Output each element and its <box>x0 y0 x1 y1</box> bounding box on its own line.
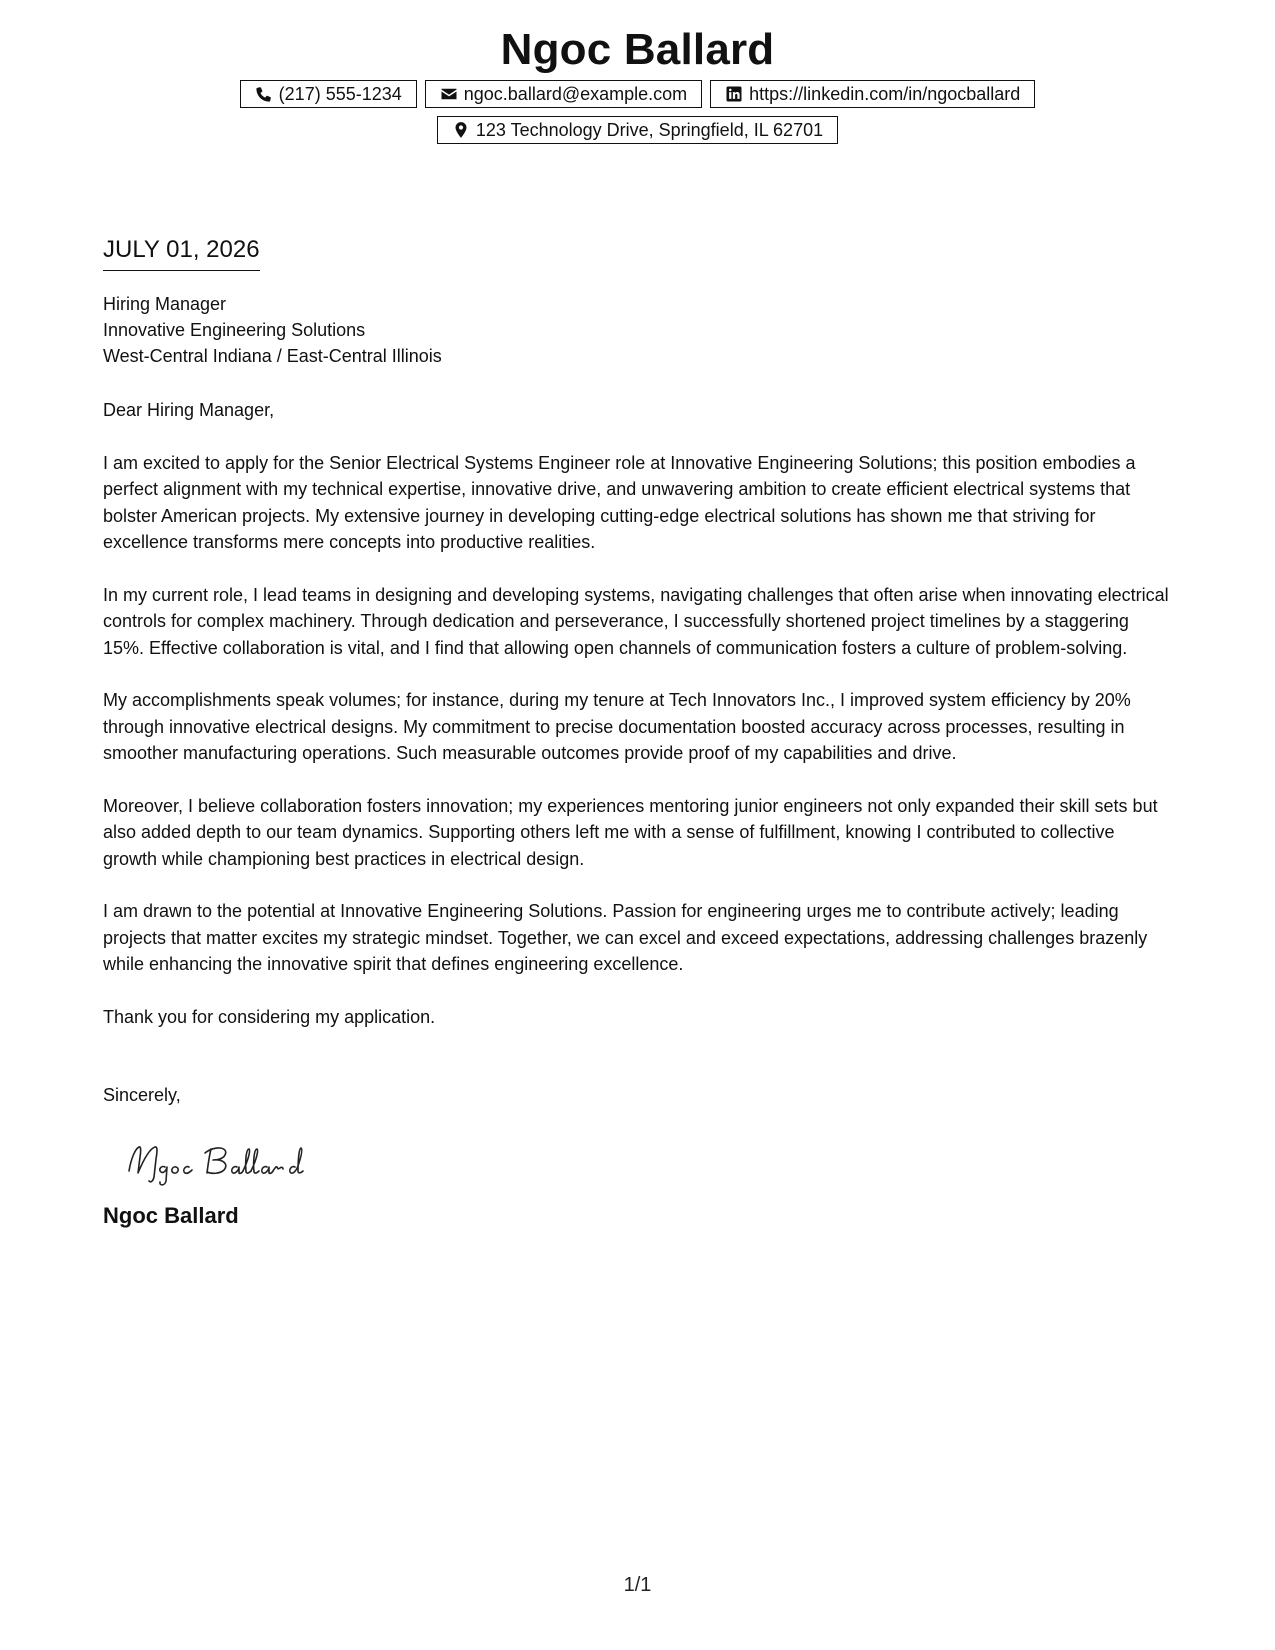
linkedin-contact[interactable] <box>710 80 1035 108</box>
body-paragraph: Thank you for considering my application. <box>103 1006 436 1027</box>
street-address: 123 Technology Drive, Springfield, IL 62701 <box>475 120 824 140</box>
linkedin-icon <box>725 85 743 103</box>
address-contact <box>437 116 838 144</box>
recipient-title: Hiring Manager <box>103 294 227 314</box>
email-contact[interactable] <box>425 80 702 108</box>
applicant-name: Ngoc Ballard <box>500 25 775 74</box>
recipient-block <box>103 291 1173 369</box>
email-address: ngoc.ballard@example.com <box>463 84 688 104</box>
recipient-location: West-Central Indiana / East-Central Illinois <box>103 346 442 366</box>
phone-icon <box>255 85 273 103</box>
body-paragraph: I am excited to apply for the Senior Electrical Systems Engineer role at Innovative Engineering Solutions; this position embodies a perfect alignment with my technical expertise, innovative drive, and unwavering ambition to create efficient electrical systems that bolster American projects. My extensive journey in developing cutting-edge electrical solutions has shown me that striving for excellence transforms mere concepts into productive realities. <box>103 452 1136 552</box>
signature-graphic <box>125 1137 335 1187</box>
contact-row-primary <box>0 80 1275 108</box>
body-paragraph: In my current role, I lead teams in designing and developing systems, navigating challenges that often arise when innovating electrical controls for complex machinery. Through dedication and perseverance, I successfully shortened project timelines by a staggering 15%. Effective collaboration is vital, and I find that allowing open channels of communication fosters a culture of problem-solving. <box>103 584 1169 658</box>
phone-number: (217) 555-1234 <box>278 84 402 104</box>
signer-name: Ngoc Ballard <box>103 1202 239 1228</box>
contact-row-secondary <box>0 116 1275 144</box>
salutation: Dear Hiring Manager, <box>103 400 275 420</box>
letter-body <box>103 234 1173 1231</box>
letter-header <box>0 22 1275 144</box>
phone-contact[interactable] <box>240 80 417 108</box>
body-paragraph: Moreover, I believe collaboration fosters innovation; my experiences mentoring junior engineers not only expanded their skill sets but also added depth to our team dynamics. Supporting others left me with a sense of fulfillment, knowing I contributed to collective growth while championing best practices in electrical design. <box>103 795 1158 869</box>
map-marker-icon <box>452 121 470 139</box>
body-paragraph: My accomplishments speak volumes; for instance, during my tenure at Tech Innovators Inc., I improved system efficiency by 20% through innovative electrical designs. My commitment to precise documentation boosted accuracy across processes, resulting in smoother manufacturing operations. Such measurable outcomes provide proof of my capabilities and drive. <box>103 690 1131 763</box>
page-number: 1/1 <box>623 1574 652 1596</box>
envelope-icon <box>440 85 458 103</box>
body-paragraph: I am drawn to the potential at Innovative Engineering Solutions. Passion for engineering urges me to contribute actively; leading projects that matter excites my strategic mindset. Together, we can excel and exceed expectations, addressing challenges brazenly while enhancing the innovative spirit that defines engineering excellence. <box>103 901 1148 974</box>
recipient-company: Innovative Engineering Solutions <box>103 320 366 340</box>
letter-date: JULY 01, 2026 <box>103 234 260 271</box>
handwritten-signature <box>125 1137 1173 1187</box>
linkedin-url: https://linkedin.com/in/ngocballard <box>749 84 1021 104</box>
closing: Sincerely, <box>103 1085 181 1105</box>
